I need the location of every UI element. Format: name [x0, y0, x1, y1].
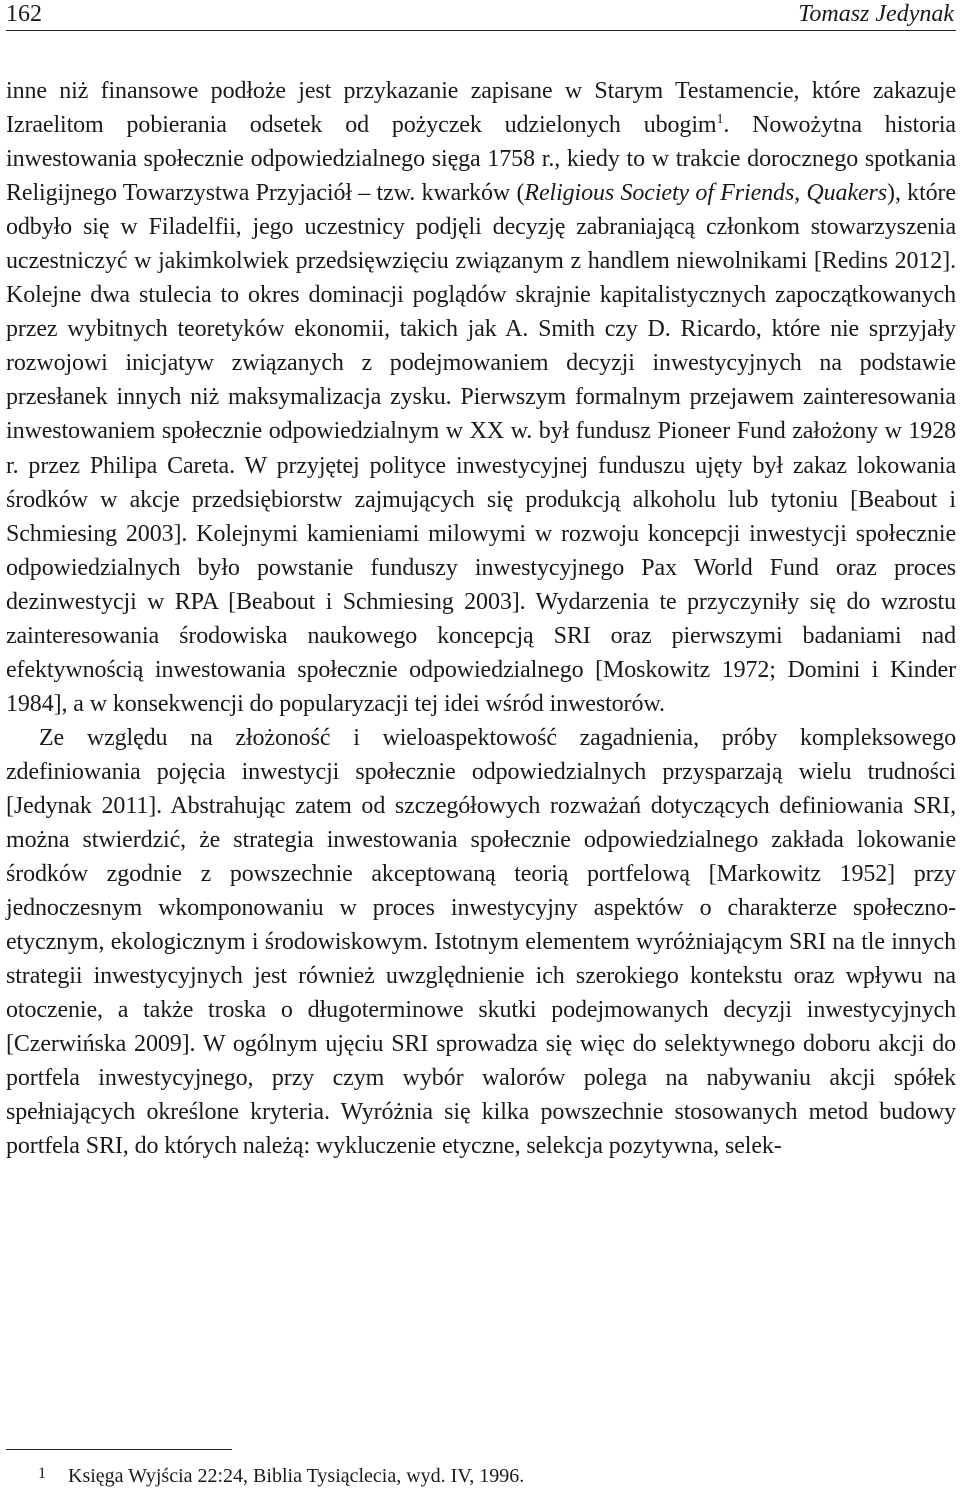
page-number: 162	[6, 1, 42, 27]
body-text	[6, 74, 956, 1164]
paragraph-1-text-c: ), które odbyło się w Filadelfii, jego uczestnicy podjęli decyzję zabraniającą członkom stowarzyszenia uczestniczyć w jakimkolwiek przedsięwzięciu związanym z handlem niewolnikami [Redins 2012]. Kolejne dwa stulecia to okres dominacji poglądów skrajnie kapitalistycznych zapoczątkowanych przez wybitnych teoretyków ekonomii, takich jak A. Smith czy D. Ricardo, które nie sprzyjały rozwojowi inicjatyw związanych z podejmowaniem decyzji inwestycyjnych na podstawie przesłanek innych niż maksymalizacja zysku. Pierwszym formalnym przejawem zainteresowania inwestowaniem społecznie odpowiedzialnym w XX w. był fundusz Pioneer Fund założony w 1928 r. przez Philipa Careta. W przyjętej polityce inwestycyjnej funduszu ujęty był zakaz lokowania środków w akcje przedsiębiorstw zajmujących się produkcją alkoholu lub tytoniu [Beabout i Schmiesing 2003]. Kolejnymi kamieniami milowymi w rozwoju koncepcji inwestycji społecznie odpowiedzialnych było powstanie funduszy inwestycyjnego Pax World Fund oraz proces dezinwestycji w RPA [Beabout i Schmiesing 2003]. Wydarzenia te przyczyniły się do wzrostu zainteresowania środowiska naukowego koncepcją SRI oraz pierwszymi badaniami nad efektywnością inwestowania społecznie odpowiedzialnego [Moskowitz 1972; Domini i Kinder 1984], a w konsekwencji do popularyzacji tej idei wśród inwestorów.	[6, 180, 956, 717]
footnote-mark: 1	[38, 1465, 46, 1482]
quakers-italic-term: Religious Society of Friends, Quakers	[524, 180, 888, 207]
paragraph-1	[6, 74, 956, 721]
paragraph-1-text-a: inne niż finansowe podłoże jest przykazanie zapisane w Starym Testamencie, które zakazuje Izraelitom pobierania odsetek od pożyczek udzielonych ubogim	[6, 78, 956, 139]
footnote-1	[38, 1461, 524, 1489]
paragraph-1-text-b: . Nowożytna historia inwestowania społecznie odpowiedzialnego sięga 1758 r., kiedy to w trakcie dorocznego spotkania Religijnego Towarzystwa Przyjaciół – tzw. kwarków (	[6, 112, 956, 207]
running-head	[6, 0, 956, 31]
footnote-text: Księga Wyjścia 22:24, Biblia Tysiąclecia, wyd. IV, 1996.	[68, 1465, 525, 1487]
footnote-divider	[6, 1449, 232, 1450]
running-head-author: Tomasz Jedynak	[798, 1, 954, 27]
paragraph-2: Ze względu na złożoność i wieloaspektowość zagadnienia, próby kompleksowego zdefiniowania pojęcia inwestycji społecznie odpowiedzialnych przysparzają wielu trudności [Jedynak 2011]. Abstrahując zatem od szczegółowych rozważań dotyczących definiowania SRI, można stwierdzić, że strategia inwestowania społecznie odpowiedzialnego zakłada lokowanie środków zgodnie z powszechnie akceptowaną teorią portfelową [Markowitz 1952] przy jednoczesnym wkomponowaniu w proces inwestycyjny aspektów o charakterze społeczno-etycznym, ekologicznym i środowiskowym. Istotnym elementem wyróżniającym SRI na tle innych strategii inwestycyjnych jest również uwzględnienie ich szerokiego kontekstu oraz wpływu na otoczenie, a także troska o długoterminowe skutki podejmowanych decyzji inwestycyjnych [Czerwińska 2009]. W ogólnym ujęciu SRI sprowadza się więc do selektywnego doboru akcji do portfela inwestycyjnego, przy czym wybór walorów polega na nabywaniu akcji spółek spełniających określone kryteria. Wyróżnia się kilka powszechnie stosowanych metod budowy portfela SRI, do których należą: wykluczenie etyczne, selekcja pozytywna, selek-	[6, 724, 956, 1160]
footnote-reference: 1	[716, 112, 724, 128]
